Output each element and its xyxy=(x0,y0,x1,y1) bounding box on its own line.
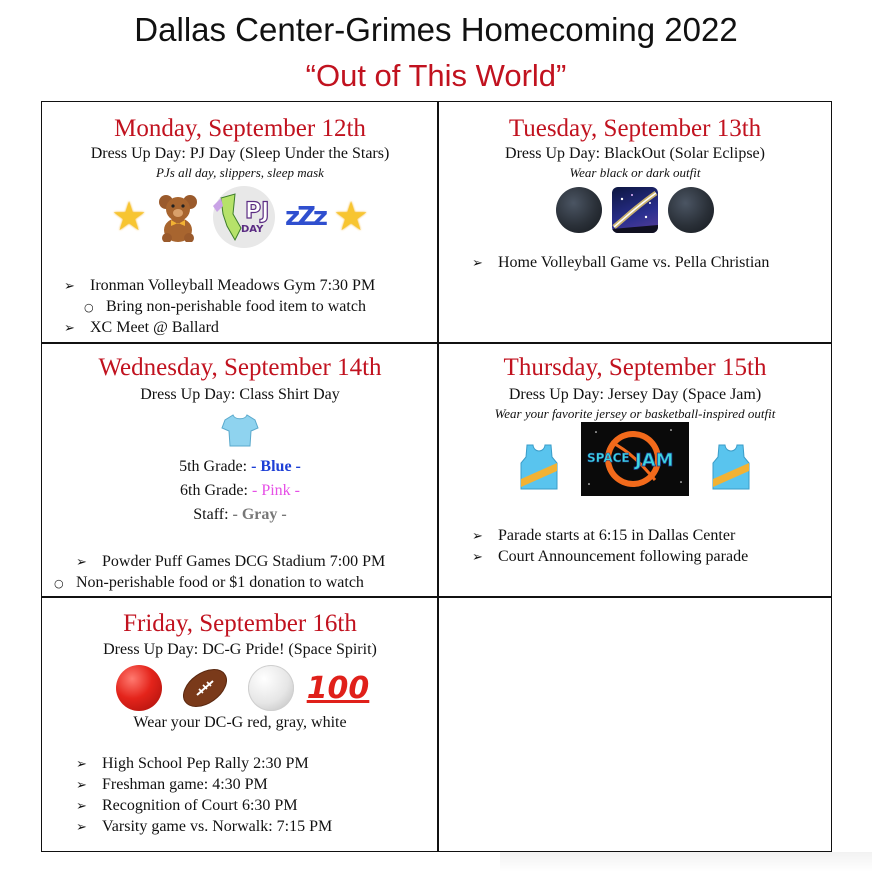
page-subtitle: “Out of This World” xyxy=(305,58,567,93)
event-item: ➢ Freshman game: 4:30 PM xyxy=(76,774,268,796)
dress-up-note: Wear black or dark outfit xyxy=(569,165,701,180)
teddy-bear-icon xyxy=(155,192,201,242)
event-item: ➢ Parade starts at 6:15 in Dallas Center xyxy=(472,525,735,547)
schedule-grid xyxy=(41,101,832,852)
day-heading: Monday, September 12th xyxy=(114,115,366,142)
svg-text:JAM: JAM xyxy=(635,450,674,471)
arrow-bullet-icon: ➢ xyxy=(76,555,87,570)
circle-bullet-icon: ○ xyxy=(54,577,64,590)
dress-up-text: Dress Up Day: BlackOut (Solar Eclipse) xyxy=(505,145,765,162)
colors-note: Wear your DC-G red, gray, white xyxy=(133,714,347,731)
arrow-bullet-icon: ➢ xyxy=(76,799,87,814)
dress-up-text: Dress Up Day: Jersey Day (Space Jam) xyxy=(508,386,762,403)
arrow-bullet-icon: ➢ xyxy=(76,757,87,772)
event-item: ➢ Recognition of Court 6:30 PM xyxy=(76,795,298,817)
red-circle-icon xyxy=(116,665,162,711)
event-item: ➢ XC Meet @ Ballard xyxy=(64,317,219,339)
event-item: ➢ Court Announcement following parade xyxy=(472,546,748,568)
day-heading: Thursday, September 15th xyxy=(503,354,767,381)
grade-line-6th: 6th Grade: - Pink - xyxy=(180,482,300,499)
white-circle-icon xyxy=(248,665,294,711)
arrow-bullet-icon: ➢ xyxy=(472,256,483,271)
icon-row xyxy=(438,421,832,497)
day-heading: Wednesday, September 14th xyxy=(98,354,382,381)
dress-up-text: Dress Up Day: PJ Day (Sleep Under the Stars) xyxy=(90,145,390,162)
grade-color-gray: - Gray - xyxy=(232,506,287,523)
arrow-bullet-icon: ➢ xyxy=(64,321,75,336)
new-moon-icon xyxy=(668,187,714,233)
arrow-bullet-icon: ➢ xyxy=(76,820,87,835)
circle-bullet-icon: ○ xyxy=(84,301,94,314)
event-item: ➢ High School Pep Rally 2:30 PM xyxy=(76,753,309,775)
dress-up-text: Dress Up Day: Class Shirt Day xyxy=(140,386,340,403)
arrow-bullet-icon: ➢ xyxy=(76,778,87,793)
day-cell-friday xyxy=(42,597,438,851)
football-icon xyxy=(180,665,230,711)
svg-text:DAY: DAY xyxy=(240,224,264,235)
zzz-icon: zZz xyxy=(284,202,326,232)
event-subitem: ○ Non-perishable food or $1 donation to watch xyxy=(54,572,364,594)
day-heading: Tuesday, September 13th xyxy=(508,115,762,142)
event-subitem: ○ Bring non-perishable food item to watch xyxy=(84,296,366,318)
day-cell-thursday xyxy=(438,343,832,597)
arrow-bullet-icon: ➢ xyxy=(64,279,75,294)
event-item: ➢ Ironman Volleyball Meadows Gym 7:30 PM xyxy=(64,275,375,297)
icon-row xyxy=(438,184,832,236)
grade-line-5th: 5th Grade: - Blue - xyxy=(179,458,301,475)
icon-row xyxy=(42,182,438,252)
milky-way-icon xyxy=(612,187,658,233)
dress-up-text: Dress Up Day: DC-G Pride! (Space Spirit) xyxy=(103,641,377,658)
day-cell-monday xyxy=(42,102,438,343)
empty-cell xyxy=(438,597,832,851)
grade-color-pink: - Pink - xyxy=(251,482,300,499)
star-icon: ★ xyxy=(333,194,369,239)
icon-row xyxy=(42,410,438,450)
jersey-icon xyxy=(711,443,751,491)
dress-up-note: PJs all day, slippers, sleep mask xyxy=(156,165,324,180)
day-cell-wednesday xyxy=(42,343,438,597)
new-moon-icon xyxy=(556,187,602,233)
icon-row xyxy=(42,661,438,715)
svg-text:PJ: PJ xyxy=(244,199,270,224)
tshirt-icon xyxy=(221,412,259,448)
arrow-bullet-icon: ➢ xyxy=(472,529,483,544)
arrow-bullet-icon: ➢ xyxy=(472,550,483,565)
hundred-points-icon: 100 xyxy=(306,670,370,706)
dress-up-note: Wear your favorite jersey or basketball-inspired outfit xyxy=(494,406,776,421)
grade-line-staff: Staff: - Gray - xyxy=(193,506,287,523)
event-item: ➢ Home Volleyball Game vs. Pella Christian xyxy=(472,252,769,274)
space-jam-logo xyxy=(581,422,689,496)
event-item: ➢ Varsity game vs. Norwalk: 7:15 PM xyxy=(76,816,332,838)
page-title: Dallas Center-Grimes Homecoming 2022 xyxy=(134,11,738,48)
day-cell-tuesday xyxy=(438,102,832,343)
jersey-icon xyxy=(519,443,559,491)
grade-color-blue: - Blue - xyxy=(251,458,301,475)
svg-text:SPACE: SPACE xyxy=(587,451,630,465)
day-heading: Friday, September 16th xyxy=(123,610,357,637)
pj-day-icon xyxy=(207,184,281,250)
page-edge-shadow xyxy=(500,852,872,872)
star-icon: ★ xyxy=(111,194,147,239)
event-item: ➢ Powder Puff Games DCG Stadium 7:00 PM xyxy=(76,551,385,573)
